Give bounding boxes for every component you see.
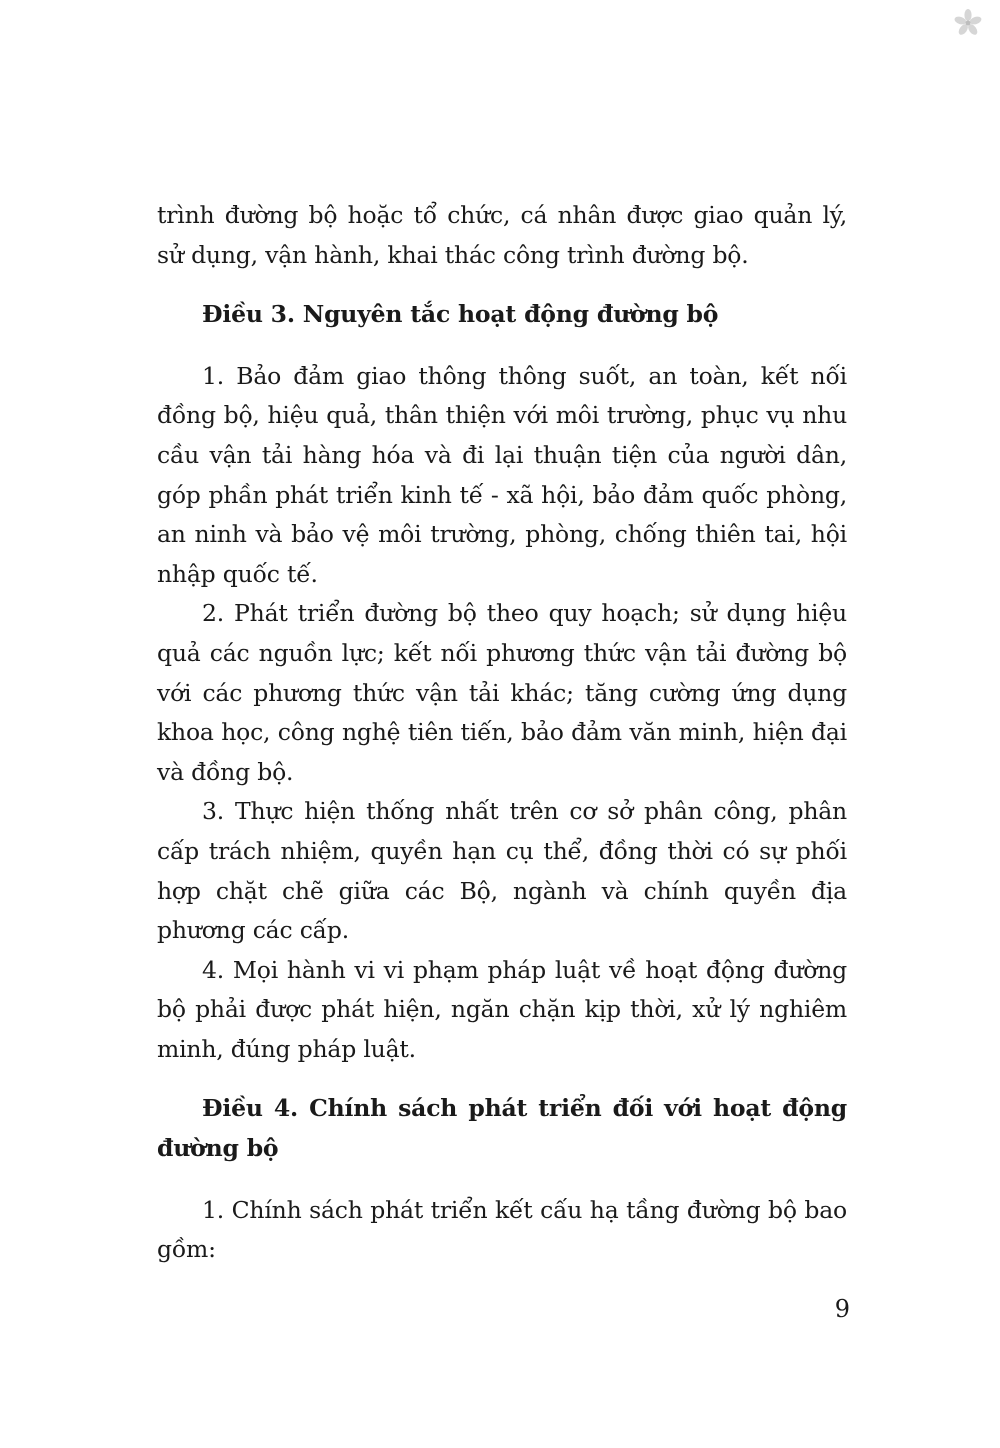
article-3-item-1: 1. Bảo đảm giao thông thông suốt, an toàn, kết nối đồng bộ, hiệu quả, thân thiện với môi trường, phục vụ nhu cầu vận tải hàng hóa và đi lại thuận tiện của người dân, góp phần phát triển kinh tế - xã hội, bảo đảm quốc phòng, an ninh và bảo vệ môi trường, phòng, chống thiên tai, hội nhập quốc tế. — [157, 361, 847, 588]
article-3-item-2: 2. Phát triển đường bộ theo quy hoạch; sử dụng hiệu quả các nguồn lực; kết nối phương thức vận tải đường bộ với các phương thức vận tải khác; tăng cường ứng dụng khoa học, công nghệ tiên tiến, bảo đảm văn minh, hiện đại và đồng bộ. — [157, 599, 847, 786]
page-number: 9 — [834, 1295, 850, 1323]
article-3-heading: Điều 3. Nguyên tắc hoạt động đường bộ — [202, 300, 719, 329]
article-3-item-3: 3. Thực hiện thống nhất trên cơ sở phân công, phân cấp trách nhiệm, quyền hạn cụ thể, đồng thời có sự phối hợp chặt chẽ giữa các Bộ, ngành và chính quyền địa phương các cấp. — [157, 797, 847, 945]
flower-watermark-icon — [953, 8, 983, 38]
page-body — [157, 196, 847, 1270]
article-3-item-4: 4. Mọi hành vi vi phạm pháp luật về hoạt động đường bộ phải được phát hiện, ngăn chặn kịp thời, xử lý nghiêm minh, đúng pháp luật. — [157, 955, 847, 1063]
article-4-heading: Điều 4. Chính sách phát triển đối với hoạt động đường bộ — [157, 1094, 847, 1163]
article-4-item-1: 1. Chính sách phát triển kết cấu hạ tầng đường bộ bao gồm: — [157, 1195, 847, 1264]
continuation-paragraph: trình đường bộ hoặc tổ chức, cá nhân được giao quản lý, sử dụng, vận hành, khai thác công trình đường bộ. — [157, 201, 847, 269]
